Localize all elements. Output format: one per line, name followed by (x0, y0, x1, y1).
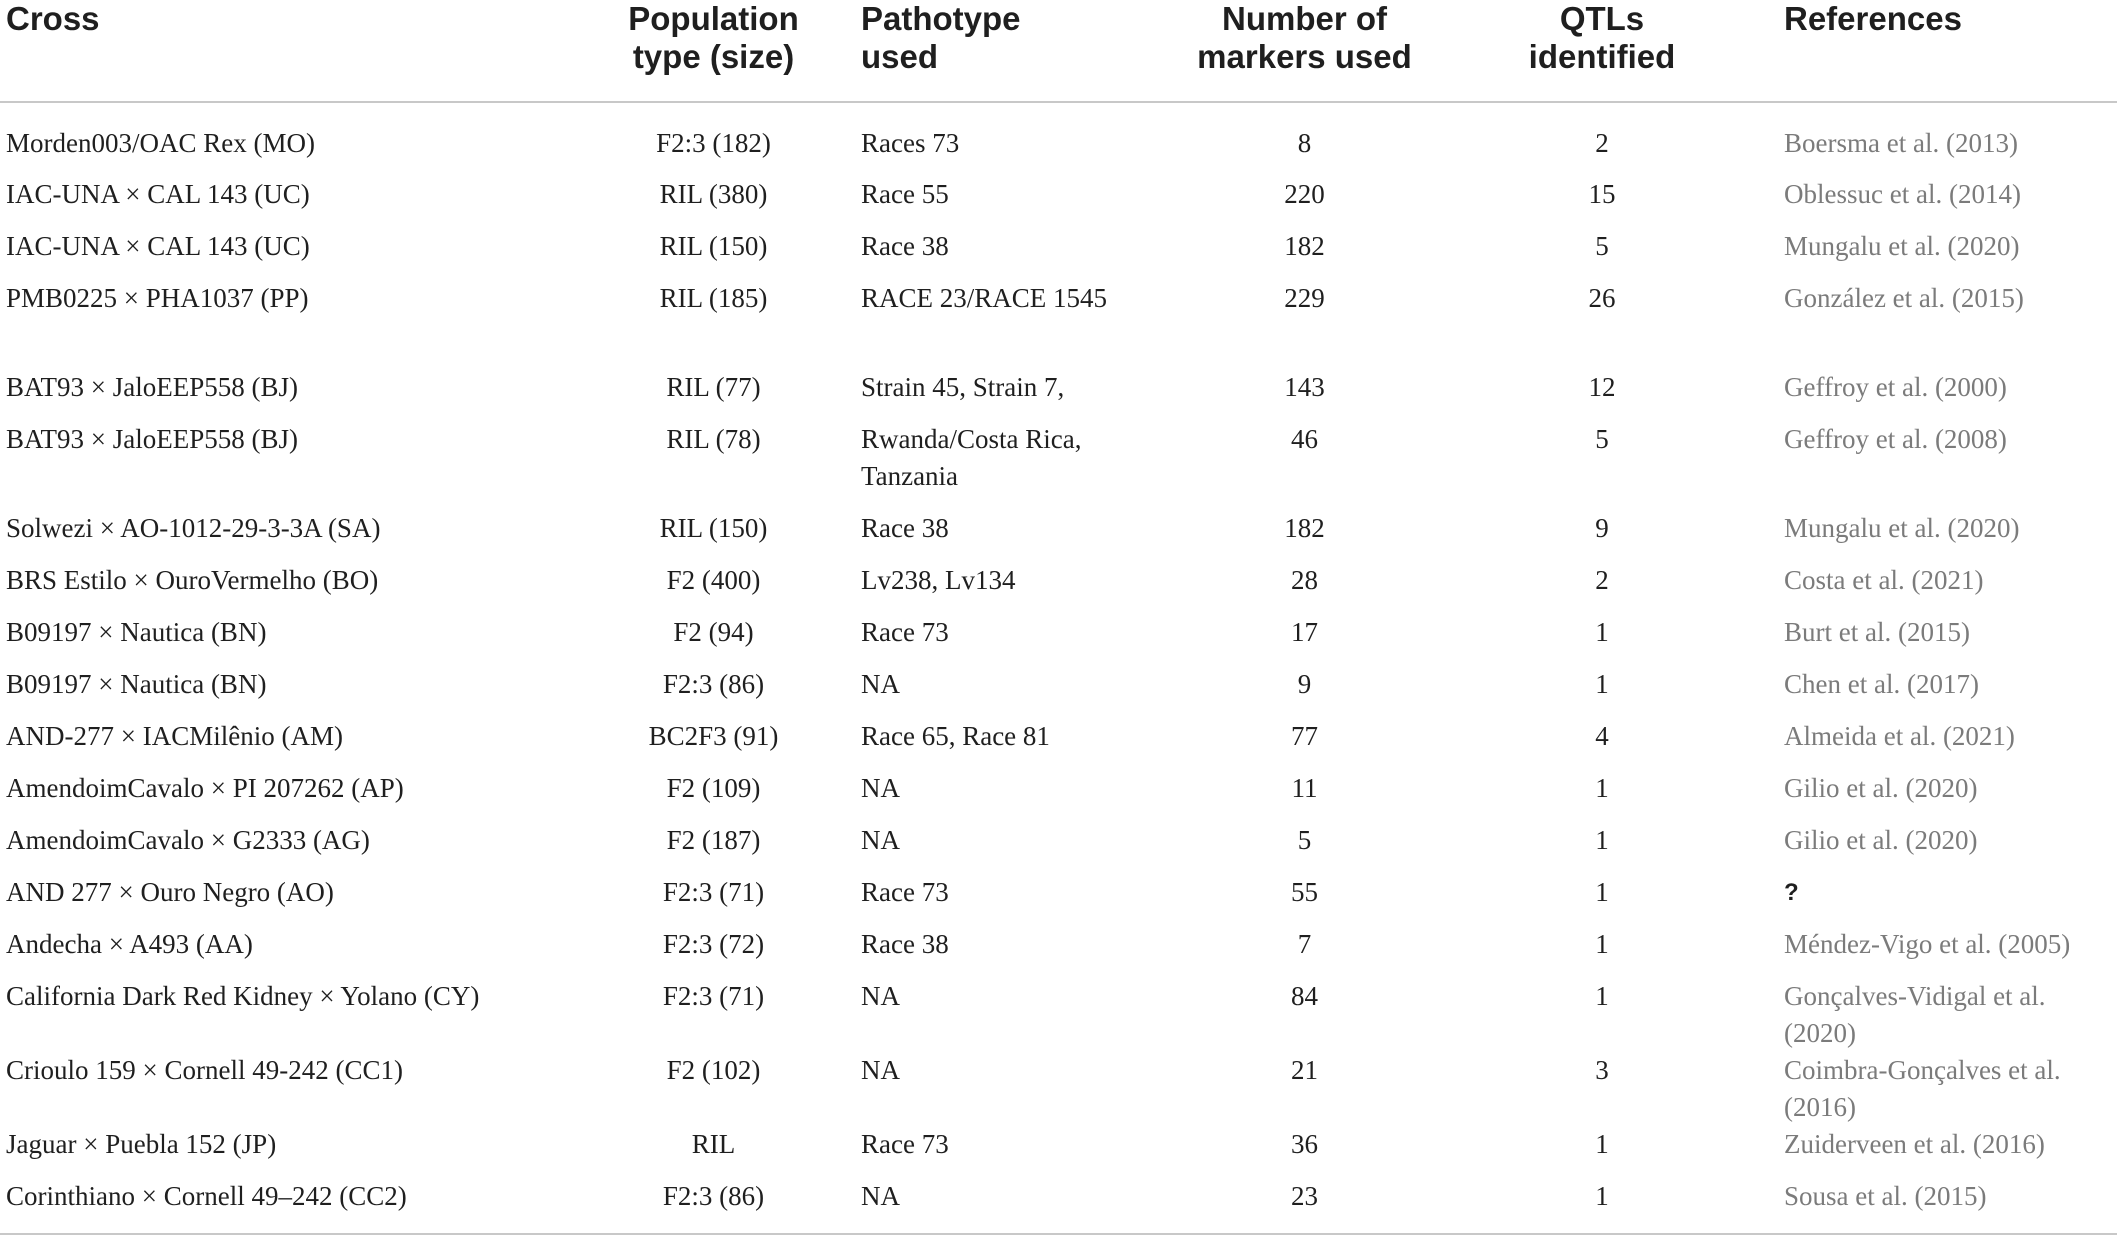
cell-population: F2:3 (71) (662, 877, 765, 907)
cell-markers: 36 (1291, 1129, 1318, 1159)
cell-cross: AmendoimCavalo × G2333 (AG) (6, 825, 370, 855)
cell-markers: 77 (1291, 721, 1318, 751)
cell-reference: Almeida et al. (2021) (1784, 721, 2015, 751)
cell-population: RIL (78) (666, 424, 761, 454)
cell-cross: AND 277 × Ouro Negro (AO) (6, 877, 334, 907)
header-population (580, 0, 847, 102)
cell-qtls: 1 (1595, 929, 1609, 959)
cell-reference: Costa et al. (2021) (1784, 565, 1984, 595)
cell-population: RIL (691, 1129, 736, 1159)
cell-qtls: 2 (1595, 565, 1609, 595)
cell-cross: PMB0225 × PHA1037 (PP) (6, 283, 309, 313)
header-qtls-line-2: identified (1528, 38, 1676, 75)
table-row (0, 718, 2117, 770)
cell-population: F2:3 (86) (662, 669, 765, 699)
cell-qtls: 15 (1588, 179, 1616, 209)
cell-reference: Sousa et al. (2015) (1752, 1178, 2117, 1234)
cell-markers: 8 (1297, 128, 1312, 158)
header-population-line-1: Population (628, 0, 799, 37)
cell-pathotype: Race 55 (861, 179, 949, 209)
cell-reference: Mungalu et al. (2020) (1784, 231, 2020, 261)
table-row (0, 1178, 2117, 1234)
cell-markers: 229 (1284, 283, 1325, 313)
cell-markers: 55 (1291, 877, 1318, 907)
cell-cross: Jaguar × Puebla 152 (JP) (6, 1129, 277, 1159)
table-row (0, 102, 2117, 176)
table-row (0, 421, 2117, 510)
cell-reference: Burt et al. (2015) (1784, 617, 1970, 647)
table-row (0, 822, 2117, 874)
table-row (0, 1052, 2117, 1126)
cell-cross: Corinthiano × Cornell 49–242 (CC2) (0, 1178, 580, 1234)
cell-population: F2:3 (71) (662, 981, 765, 1011)
cell-reference: Gilio et al. (2020) (1784, 773, 1978, 803)
cell-cross: BAT93 × JaloEEP558 (BJ) (6, 372, 298, 402)
cell-population: F2:3 (86) (580, 1178, 847, 1234)
cell-cross: BAT93 × JaloEEP558 (BJ) (6, 424, 298, 454)
cell-qtls: 3 (1595, 1055, 1609, 1085)
table-row (0, 770, 2117, 822)
cell-markers: 11 (1291, 773, 1318, 803)
cell-markers: 143 (1284, 372, 1325, 402)
cell-qtls: 1 (1452, 1178, 1752, 1234)
cell-pathotype: NA (861, 1055, 900, 1085)
cell-markers: 21 (1291, 1055, 1318, 1085)
header-population-line-2: type (size) (632, 38, 795, 75)
cell-qtls: 1 (1595, 981, 1609, 1011)
header-pathotype-line-1: Pathotype (861, 0, 1021, 37)
cell-pathotype: Race 65, Race 81 (861, 721, 1050, 751)
cell-reference: Gilio et al. (2020) (1784, 825, 1978, 855)
cell-qtls: 26 (1588, 283, 1616, 313)
cell-qtls: 1 (1595, 825, 1609, 855)
table-row (0, 280, 2117, 369)
cell-pathotype: NA (861, 669, 900, 699)
cell-population: F2 (102) (666, 1055, 761, 1085)
cell-population: F2 (109) (666, 773, 761, 803)
cell-reference: Coimbra-Gonçalves et al. (2016) (1784, 1055, 2061, 1122)
cell-cross: BRS Estilo × OuroVermelho (BO) (6, 565, 379, 595)
cell-population: RIL (77) (666, 372, 761, 402)
cell-pathotype: Race 38 (861, 231, 949, 261)
cell-reference: González et al. (2015) (1784, 283, 2024, 313)
cell-qtls: 1 (1595, 877, 1609, 907)
cell-cross: B09197 × Nautica (BN) (6, 617, 267, 647)
header-cross-line-1: Cross (6, 0, 100, 37)
table-row (0, 510, 2117, 562)
cell-reference: Geffroy et al. (2008) (1784, 424, 2007, 454)
cell-markers: 28 (1291, 565, 1318, 595)
table-header-row (0, 0, 2117, 102)
table-row (0, 562, 2117, 614)
cell-markers: 23 (1157, 1178, 1452, 1234)
cell-population: F2 (187) (666, 825, 761, 855)
cell-cross: California Dark Red Kidney × Yolano (CY) (6, 981, 480, 1011)
cell-pathotype: Race 73 (861, 617, 949, 647)
header-references (1752, 0, 2117, 102)
header-markers-line-2: markers used (1197, 38, 1412, 75)
cell-markers: 84 (1291, 981, 1318, 1011)
cell-pathotype: RACE 23/RACE 1545 (861, 283, 1108, 313)
cell-cross: Morden003/OAC Rex (MO) (6, 128, 315, 158)
table-row (0, 874, 2117, 926)
cell-population: RIL (150) (659, 513, 768, 543)
cell-pathotype: Race 73 (861, 1129, 949, 1159)
cell-reference: Mungalu et al. (2020) (1784, 513, 2020, 543)
table-row (0, 926, 2117, 978)
table-row (0, 978, 2117, 1052)
cell-qtls: 12 (1588, 372, 1616, 402)
cell-qtls: 5 (1595, 424, 1609, 454)
cell-markers: 5 (1297, 825, 1312, 855)
cell-reference: Chen et al. (2017) (1784, 669, 1979, 699)
cell-markers: 9 (1297, 669, 1312, 699)
cell-pathotype: NA (861, 981, 900, 1011)
cell-qtls: 5 (1595, 231, 1609, 261)
header-pathotype (847, 0, 1157, 102)
cell-population: F2:3 (72) (662, 929, 765, 959)
cell-population: RIL (185) (659, 283, 768, 313)
cell-qtls: 9 (1595, 513, 1609, 543)
table-row (0, 176, 2117, 228)
header-qtls (1452, 0, 1752, 102)
cell-population: F2:3 (182) (656, 128, 771, 158)
cell-population: BC2F3 (91) (648, 721, 779, 751)
cell-cross: Solwezi × AO-1012-29-3-3A (SA) (6, 513, 381, 543)
header-pathotype-line-2: used (861, 38, 939, 75)
cell-reference: Zuiderveen et al. (2016) (1784, 1129, 2045, 1159)
cell-qtls: 2 (1595, 128, 1609, 158)
cell-reference: Geffroy et al. (2000) (1784, 372, 2007, 402)
table-row (0, 228, 2117, 280)
cell-pathotype: Race 38 (861, 929, 949, 959)
cell-pathotype: NA (861, 773, 900, 803)
cell-qtls: 1 (1595, 773, 1609, 803)
cell-cross: Crioulo 159 × Cornell 49-242 (CC1) (6, 1055, 403, 1085)
header-markers-line-1: Number of (1222, 0, 1387, 37)
cell-markers: 182 (1284, 513, 1325, 543)
cell-qtls: 1 (1595, 617, 1609, 647)
cell-qtls: 1 (1595, 669, 1609, 699)
cell-markers: 182 (1284, 231, 1325, 261)
cell-markers: 17 (1291, 617, 1318, 647)
cell-cross: AND-277 × IACMilênio (AM) (6, 721, 343, 751)
cell-cross: AmendoimCavalo × PI 207262 (AP) (6, 773, 404, 803)
header-qtls-line-1: QTLs (1559, 0, 1645, 37)
cell-pathotype: Races 73 (861, 128, 960, 158)
cell-population: F2 (94) (673, 617, 754, 647)
cell-population: RIL (150) (659, 231, 768, 261)
cell-pathotype: Race 38 (861, 513, 949, 543)
header-markers (1157, 0, 1452, 102)
cell-pathotype: Lv238, Lv134 (861, 565, 1016, 595)
cell-population: F2 (400) (666, 565, 761, 595)
table-row (0, 614, 2117, 666)
cell-pathotype: Rwanda/Costa Rica, Tanzania (861, 424, 1082, 491)
cell-reference: Méndez-Vigo et al. (2005) (1784, 929, 2071, 959)
cell-population: RIL (380) (659, 179, 768, 209)
cell-pathotype: NA (847, 1178, 1157, 1234)
cell-markers: 7 (1297, 929, 1312, 959)
cell-markers: 46 (1291, 424, 1318, 454)
cell-reference: Oblessuc et al. (2014) (1784, 179, 2021, 209)
table-row (0, 369, 2117, 421)
cell-cross: IAC-UNA × CAL 143 (UC) (6, 231, 310, 261)
header-cross (0, 0, 580, 102)
cell-pathotype: Strain 45, Strain 7, (861, 372, 1065, 402)
cell-cross: IAC-UNA × CAL 143 (UC) (6, 179, 310, 209)
cell-qtls: 4 (1595, 721, 1609, 751)
cell-reference: Gonçalves-Vidigal et al. (2020) (1784, 981, 2046, 1048)
cell-cross: B09197 × Nautica (BN) (6, 669, 267, 699)
table-row (0, 1126, 2117, 1178)
table-row (0, 666, 2117, 718)
cell-pathotype: Race 73 (861, 877, 949, 907)
cell-pathotype: NA (861, 825, 900, 855)
cell-reference: Boersma et al. (2013) (1784, 128, 2018, 158)
cell-cross: Andecha × A493 (AA) (6, 929, 253, 959)
cell-markers: 220 (1284, 179, 1325, 209)
header-references-line-1: References (1784, 0, 1962, 37)
cell-reference: ? (1784, 879, 1799, 906)
cell-qtls: 1 (1595, 1129, 1609, 1159)
